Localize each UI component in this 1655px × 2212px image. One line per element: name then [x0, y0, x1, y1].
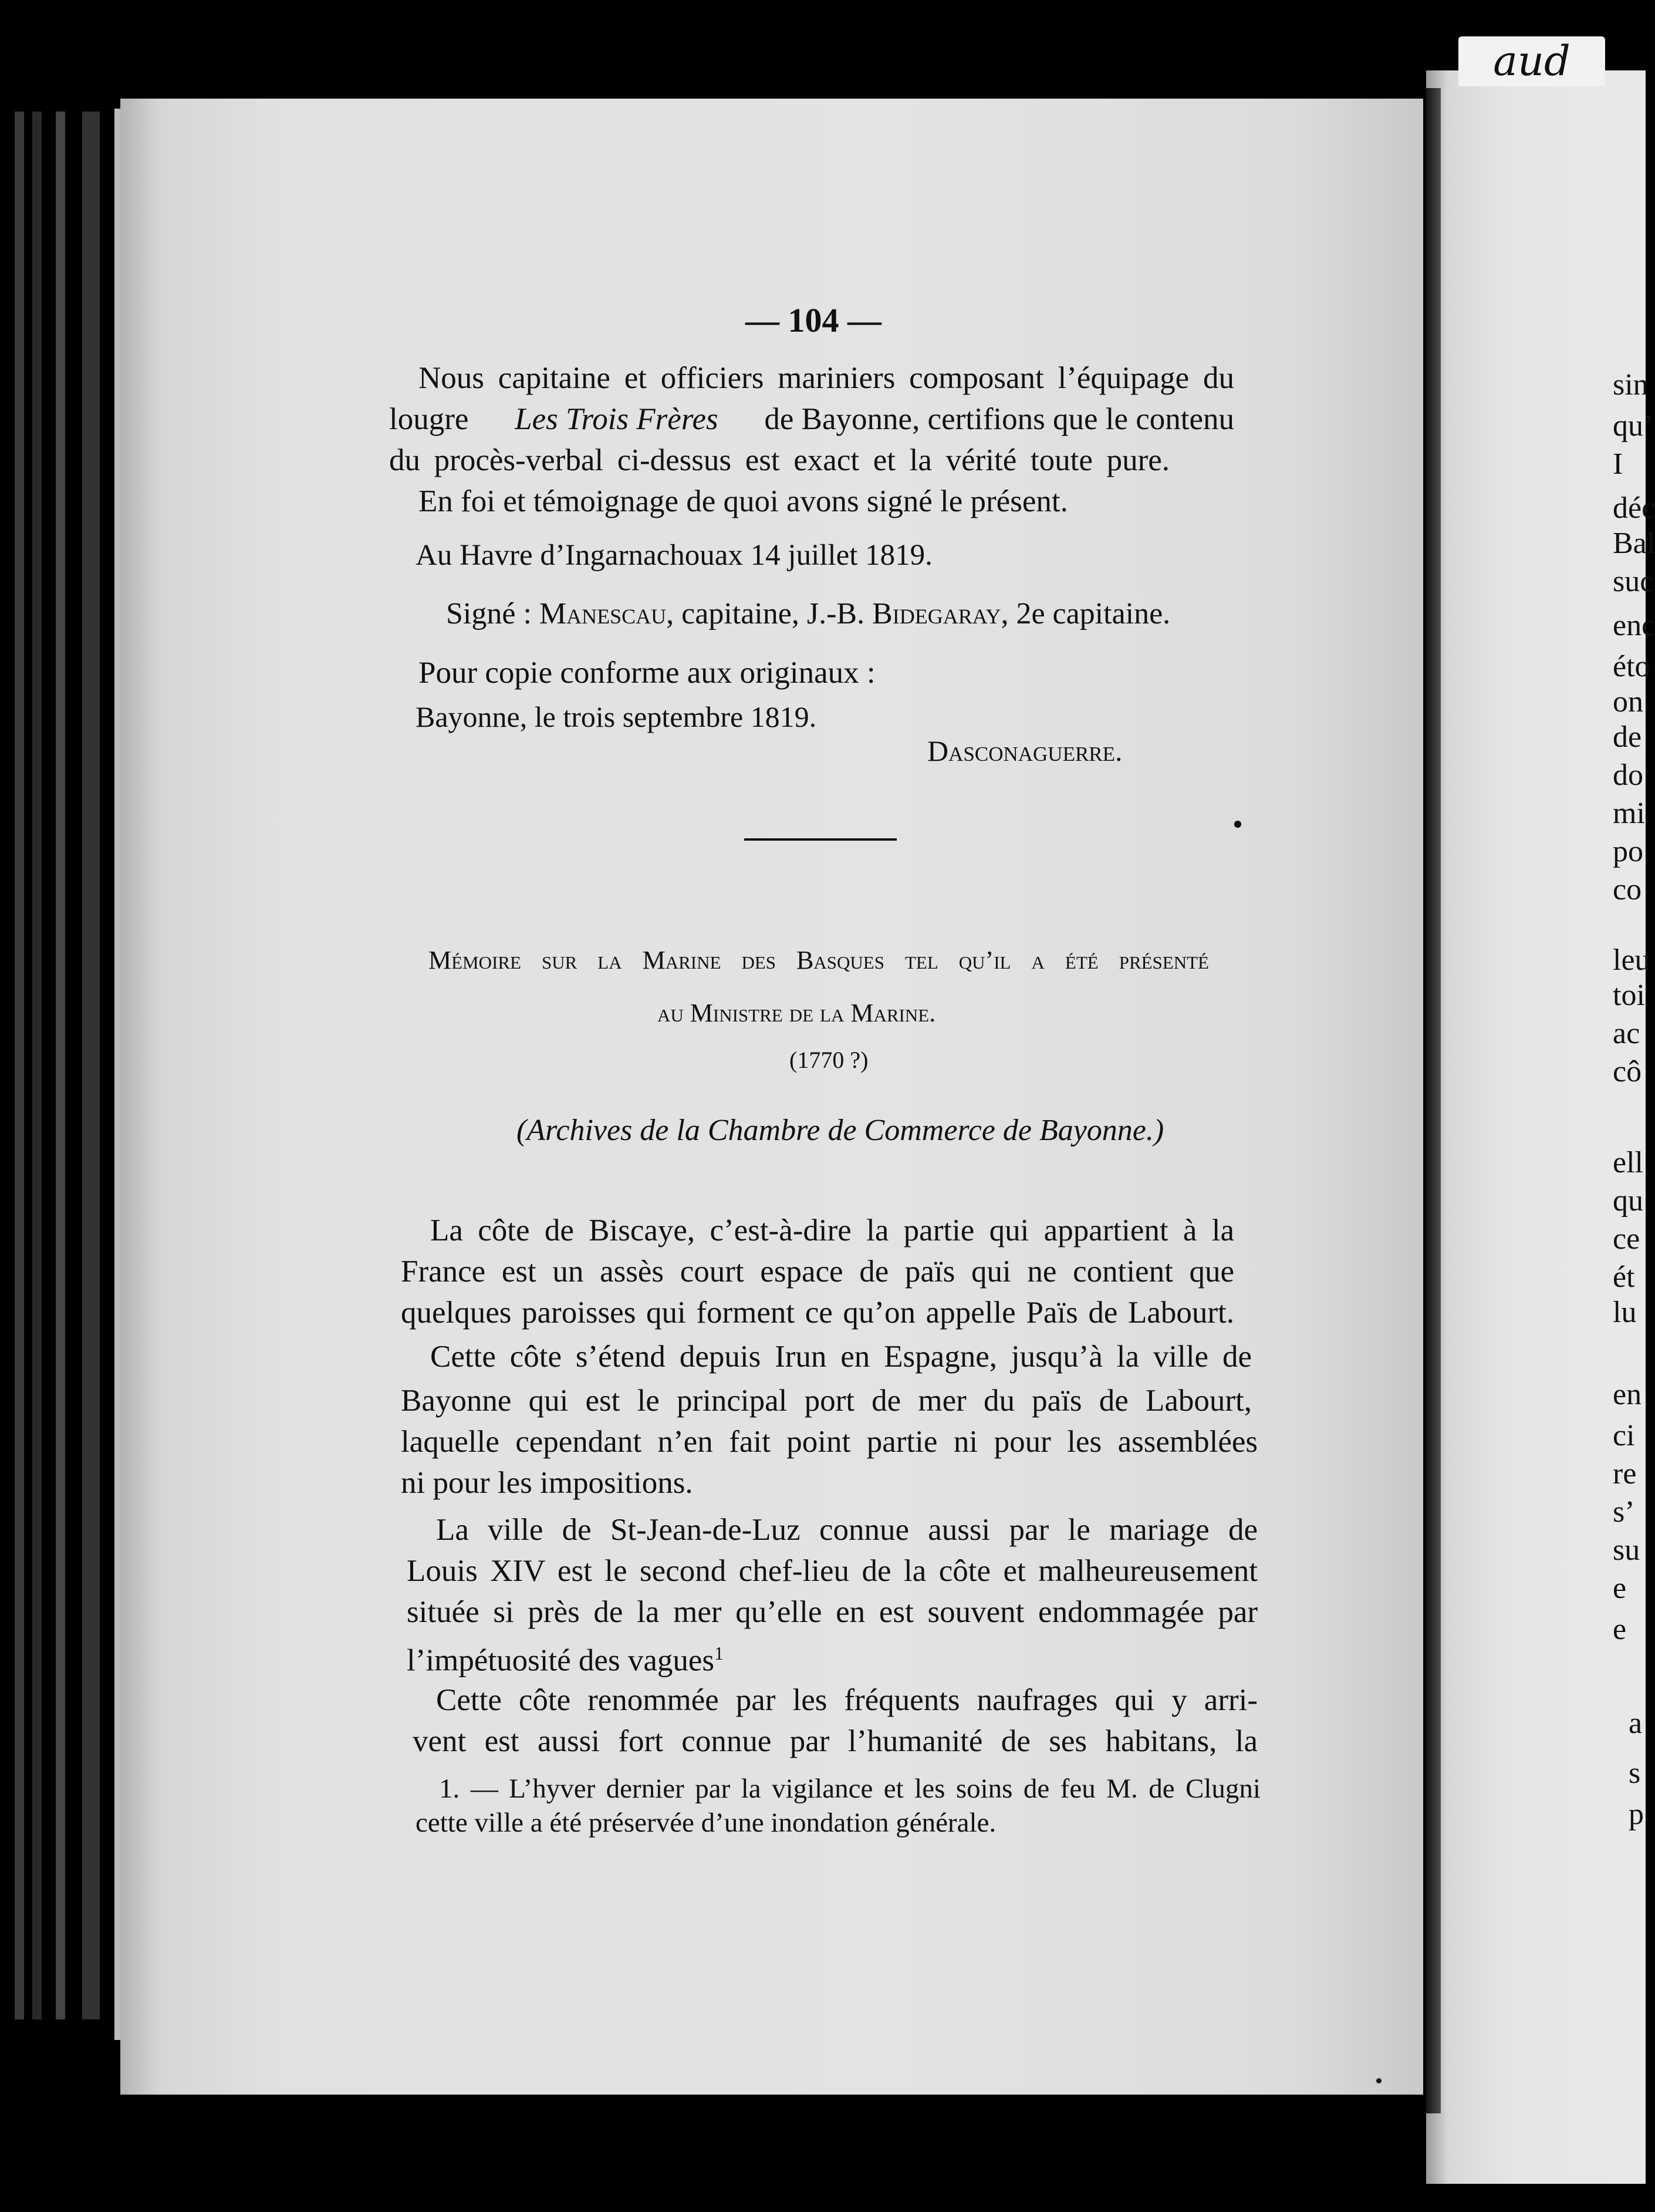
ink-dot — [1376, 2078, 1382, 2083]
spine-stripe — [56, 112, 65, 2019]
spine-stripe — [15, 112, 24, 2019]
right-page-fragment: qu — [1613, 1184, 1643, 1218]
text-line: Bayonne qui est le principal port de mer du païs de Labourt, — [401, 1384, 1252, 1418]
spine-stripe — [32, 112, 42, 2019]
source-citation: (Archives de la Chambre de Commerce de Bayonne.) — [516, 1114, 1164, 1147]
right-page-fragment: mi — [1613, 797, 1645, 830]
text-line: La côte de Biscaye, c’est-à-dire la partie qui appartient à la — [430, 1213, 1234, 1247]
memoire-title: Mémoire sur la Marine des Basques tel qu’il a été présenté — [428, 946, 1209, 975]
right-page-fragment: éto — [1613, 650, 1650, 683]
tab-label: aud — [1458, 36, 1605, 86]
signature-line — [446, 593, 1170, 635]
signer-role: , 2e capitaine. — [1001, 597, 1171, 630]
footnote-line: cette ville a été préservée d’une inondation générale. — [416, 1808, 997, 1838]
right-page-fragment: de — [1613, 720, 1642, 754]
right-page-fragment: ci — [1613, 1419, 1635, 1452]
right-page-fragment: toi — [1613, 979, 1645, 1012]
italic-ship-name: Les Trois Frères — [515, 402, 718, 436]
text-line — [389, 398, 1234, 440]
ink-dot — [1234, 821, 1241, 828]
text-line: Louis XIV est le second chef-lieu de la côte et malheureusement — [407, 1554, 1258, 1588]
footnote-line: 1. — L’hyver dernier par la vigilance et les soins de feu M. de Clugni — [439, 1773, 1261, 1804]
right-page-fragment: on — [1613, 685, 1643, 719]
separator-rule — [744, 838, 897, 841]
right-page-fragment: re — [1613, 1457, 1637, 1491]
right-page-fragment: ét — [1613, 1260, 1635, 1294]
copy-date: Bayonne, le trois septembre 1819. — [416, 700, 817, 733]
spine-stripe — [82, 112, 100, 2019]
right-page-fragment: ell — [1613, 1146, 1643, 1179]
right-page-fragment: po — [1613, 835, 1643, 868]
page-number: — 104 — — [745, 301, 881, 339]
copy-signature: Dasconaguerre. — [927, 734, 1123, 767]
right-page-fragment: a — [1629, 1707, 1643, 1740]
text-line: Cette côte s’étend depuis Irun en Espagne, jusqu’à la ville de — [430, 1340, 1252, 1374]
text-line: située si près de la mer qu’elle en est souvent endommagée par — [407, 1595, 1258, 1629]
text-line: La ville de St-Jean-de-Luz connue aussi par le mariage de — [436, 1513, 1258, 1547]
right-page-fragment: co — [1613, 873, 1642, 906]
right-page-fragment: enc — [1613, 609, 1655, 642]
right-page-fragment: cô — [1613, 1055, 1642, 1088]
right-page-fragment: ce — [1613, 1222, 1640, 1256]
text-line: vent est aussi fort connue par l’humanité de ses habitans, la — [413, 1724, 1258, 1758]
text-line: laquelle cependant n’en fait point partie ni pour les assemblées — [401, 1425, 1258, 1459]
memoire-year: (1770 ?) — [789, 1047, 869, 1073]
footnote-marker: 1 — [714, 1643, 724, 1664]
right-page-fragment: su — [1613, 1533, 1640, 1567]
text-line: quelques paroisses qui forment ce qu’on appelle Païs de Labourt. — [401, 1296, 1234, 1330]
text-line: Cette côte renommée par les fréquents naufrages qui y arri- — [436, 1683, 1258, 1717]
right-page-fragment: e — [1613, 1613, 1627, 1646]
right-page-fragment: déc — [1613, 491, 1655, 525]
text-line: du procès-verbal ci-dessus est exact et la vérité toute pure. — [389, 443, 1170, 477]
right-page-fragment: p — [1629, 1798, 1644, 1831]
right-page-fragment: leu — [1613, 943, 1650, 977]
copy-note: Pour copie conforme aux originaux : — [418, 656, 876, 690]
right-page-fragment: s’ — [1613, 1495, 1635, 1529]
signer-role: , capitaine, J.-B. — [666, 597, 865, 630]
right-page-fragment: e — [1613, 1572, 1627, 1605]
text-span: de Bayonne, certifions que le contenu — [764, 402, 1234, 436]
signer-name: Manescau — [539, 597, 667, 630]
signer-name: Bidegaray — [872, 597, 1001, 630]
text-span: lougre — [389, 402, 469, 436]
signed-prefix: Signé : — [446, 597, 532, 630]
right-page-fragment: do — [1613, 758, 1643, 792]
right-page-fragment: suc — [1613, 565, 1654, 598]
memoire-title: au Ministre de la Marine. — [657, 999, 936, 1027]
text-line: ni pour les impositions. — [401, 1466, 693, 1500]
right-page-fragment: ac — [1613, 1017, 1640, 1050]
right-page-fragment: lu — [1613, 1296, 1637, 1329]
right-page-fragment: sin — [1613, 368, 1649, 402]
text-span: l’impétuosité des vagues — [407, 1643, 714, 1678]
text-line: En foi et témoignage de quoi avons signé le présent. — [418, 484, 1068, 518]
text-line — [407, 1632, 724, 1682]
right-page-fragment: qu’ — [1613, 409, 1654, 443]
right-page-fragment: Bal — [1613, 527, 1655, 560]
text-line: France est un assès court espace de païs qui ne contient que — [401, 1255, 1234, 1289]
book-spine — [0, 112, 9, 2019]
right-page-fragment: I — [1613, 447, 1623, 481]
place-date: Au Havre d’Ingarnachouax 14 juillet 1819. — [416, 539, 933, 572]
right-page-fragment: s — [1629, 1756, 1641, 1790]
text-line: Nous capitaine et officiers mariniers composant l’équipage du — [418, 361, 1234, 395]
right-page-fragment: en — [1613, 1378, 1642, 1411]
